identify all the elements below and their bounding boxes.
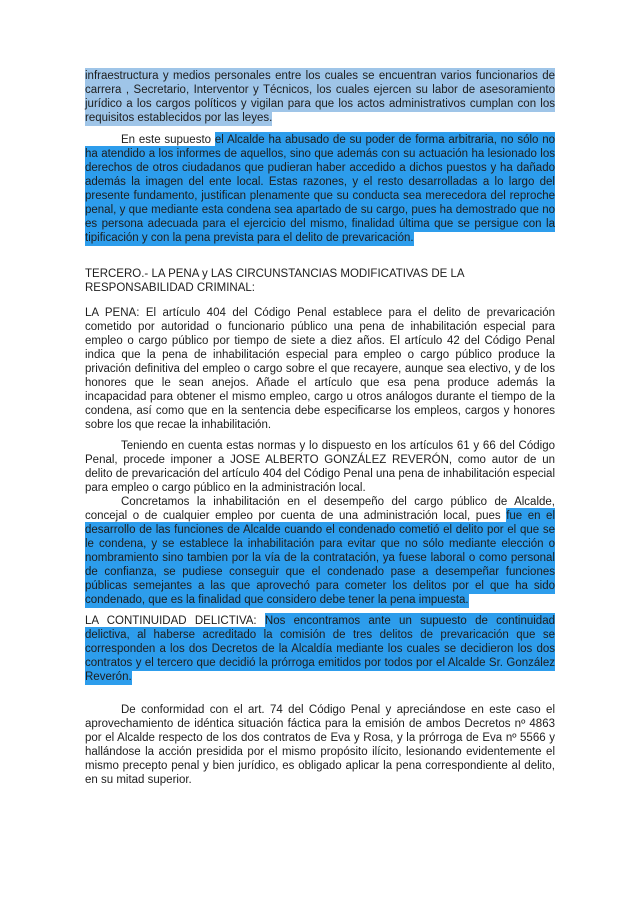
plain-text: En este supuesto (121, 134, 215, 146)
paragraph-la-pena (85, 306, 555, 432)
paragraph-de-conformidad (85, 703, 555, 787)
paragraph-continuation-funcionarios (85, 69, 555, 125)
highlighted-text-bright: el Alcalde ha abusado de su poder de forma arbitraria, no sólo no ha atendido a los informes de aquellos, sino que además con su actuación ha lesionado los derechos de otros ciudadanos que pudieran haber accedido a dichos puestos y ha dañado además la imagen del ente local. Estas razones, y el resto desarrolladas a lo largo del presente fundamento, justifican plenamente que su conducta sea merecedora del reproche penal, y que mediante esta condena sea apartado de su cargo, pues ha demostrado que no es persona adecuada para el ejercicio del mismo, finalidad última que se persigue con la tipificación y con la pena prevista para el delito de prevaricación. (85, 134, 555, 244)
highlighted-text-bright: fue en el desarrollo de las funciones de Alcalde cuando el condenado cometió el delito por el que se le condena, y se establece la inhabilitación para evitar que no sólo mediante elección o nombramiento sino tambien por la vía de la contratación, ya fuese laboral o como personal de confianza, se pudiese conseguir que el condenado pase a desempeñar funciones públicas semejantes a las que aprovechó para cometer los delitos por el que ha sido condenado, que es la finalidad que considero debe tener la pena impuesta. (85, 510, 555, 606)
paragraph-concretamos-inhabilitacion (85, 495, 555, 607)
highlighted-text-light: infraestructura y medios personales entre los cuales se encuentran varios funcionarios de carrera , Secretario, Interventor y Técnicos, los cuales ejercen su labor de asesoramiento jurídico a los cargos políticos y vigilan para que los actos administrativos cumplan con los requisitos establecidos por las leyes. (85, 70, 555, 124)
highlighted-text-bright: Nos encontramos ante un supuesto de continuidad delictiva, al haberse acreditado la comisión de tres delitos de prevaricación que se corresponden a los dos Decretos de la Alcaldía mediante los cuales se decidieron los dos contratos y el tercero que decidió la prórroga emitidos por todos por el Alcalde Sr. González Reverón. (85, 615, 555, 683)
heading-text: TERCERO.- LA PENA y LAS CIRCUNSTANCIAS MODIFICATIVAS DE LA RESPONSABILIDAD CRIMINAL: (85, 268, 464, 294)
plain-text: LA CONTINUIDAD DELICTIVA: (85, 615, 265, 627)
plain-text: LA PENA: El artículo 404 del Código Penal establece para el delito de prevaricación cometido por autoridad o funcionario público una pena de inhabilitación especial para empleo o cargo público por tiempo de siete a diez años. El artículo 42 del Código Penal indica que la pena de inhabilitación especial para empleo o cargo público produce la privación definitiva del empleo o cargo sobre el que recayere, aunque sea electivo, y de los honores que le sean anejos. Añade el artículo que esa pena produce además la incapacidad para obtener el mismo empleo, cargo u otros análogos durante el tiempo de la condena, así como que en la sentencia debe especificarse los empleos, cargos y honores sobre los que recae la inhabilitación. (85, 307, 555, 431)
plain-text: Concretamos la inhabilitación en el desempeño del cargo público de Alcalde, concejal o de cualquier empleo por cuenta de una administración local, pues (85, 496, 555, 522)
plain-text: Teniendo en cuenta estas normas y lo dispuesto en los artículos 61 y 66 del Código Penal, procede imponer a JOSE ALBERTO GONZÁLEZ REVERÓN, como autor de un delito de prevaricación del artículo 404 del Código Penal una pena de inhabilitación especial para empleo o cargo público en la administración local. (85, 440, 555, 494)
section-heading-tercero (85, 267, 555, 295)
paragraph-continuidad-delictiva (85, 614, 555, 684)
paragraph-en-este-supuesto (85, 133, 555, 245)
paragraph-teniendo-en-cuenta (85, 439, 555, 495)
plain-text: De conformidad con el art. 74 del Código Penal y apreciándose en este caso el aprovechamiento de idéntica situación fáctica para la emisión de ambos Decretos nº 4863 por el Alcalde respecto de los dos contratos de Eva y Rosa, y la prórroga de Eva nº 5566 y hallándose la acción presidida por el mismo propósito ilícito, lesionando evidentemente el mismo precepto penal y bien jurídico, es obligado aplicar la pena correspondiente al delito, en su mitad superior. (85, 704, 555, 786)
